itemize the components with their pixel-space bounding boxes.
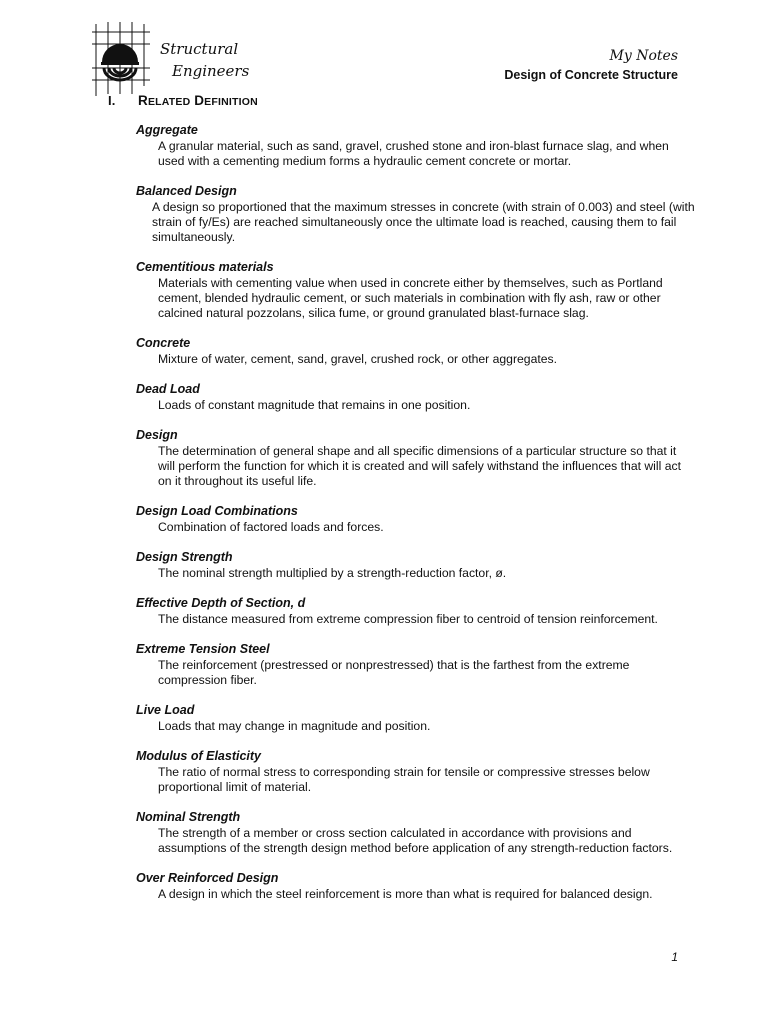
definition-description: A design in which the steel reinforcement is more than what is required for balanced design. (158, 887, 653, 901)
brand-line-2: Engineers (172, 62, 250, 80)
definition-description: Loads of constant magnitude that remains in one position. (158, 398, 471, 412)
definition-item (136, 749, 696, 795)
definition-description: Mixture of water, cement, sand, gravel, crushed rock, or other aggregates. (158, 352, 557, 366)
definition-description: A design so proportioned that the maximum stresses in concrete (with strain of 0.003) and steel (with strain of fy/Es) are reached simultaneously once the ultimate load is reached, causing them to fail simultaneously. (152, 200, 695, 244)
definition-item (136, 810, 696, 856)
definition-description: The determination of general shape and all specific dimensions of a particular structure so that it will perform the function for which it is created and will safely withstand the influences that will act on it throughout its useful life. (158, 444, 681, 488)
definition-description: The ratio of normal stress to corresponding strain for tensile or compressive stresses below proportional limit of material. (158, 765, 650, 794)
document-subtitle: Design of Concrete Structure (504, 68, 678, 82)
definition-term: Over Reinforced Design (136, 871, 279, 885)
definition-term: Modulus of Elasticity (136, 749, 262, 763)
definition-term: Effective Depth of Section, d (136, 596, 306, 610)
definition-item (136, 871, 696, 902)
definition-item (136, 504, 696, 535)
definitions-list (136, 123, 696, 917)
definition-term: Live Load (136, 703, 195, 717)
definition-item (136, 550, 696, 581)
definition-item (136, 260, 696, 321)
section-number: I. (108, 93, 116, 108)
definition-description: Loads that may change in magnitude and position. (158, 719, 431, 733)
definition-description: The nominal strength multiplied by a strength-reduction factor, ø. (158, 566, 507, 580)
definition-item (136, 336, 696, 367)
definition-term: Aggregate (136, 123, 198, 137)
definition-item (136, 184, 696, 245)
definition-term: Dead Load (136, 382, 200, 396)
definition-item (136, 123, 696, 169)
definition-item (136, 596, 696, 627)
definition-description: A granular material, such as sand, gravel, crushed stone and iron-blast furnace slag, and when used with a cementing medium forms a hydraulic cement concrete or mortar. (158, 139, 669, 168)
definition-item (136, 642, 696, 688)
definition-term: Nominal Strength (136, 810, 241, 824)
definition-term: Cementitious materials (136, 260, 274, 274)
definition-description: The strength of a member or cross section calculated in accordance with provisions and assumptions of the strength design method before application of any strength-reduction factors. (158, 826, 673, 855)
brand-name (160, 38, 249, 82)
definition-item (136, 428, 696, 489)
definition-term: Design (136, 428, 178, 442)
definition-term: Balanced Design (136, 184, 237, 198)
brand-line-1: Structural (160, 40, 239, 58)
definition-term: Design Load Combinations (136, 504, 298, 518)
structural-engineers-logo-icon (92, 20, 152, 98)
notes-title: My Notes (609, 48, 678, 64)
definition-item (136, 382, 696, 413)
definition-term: Extreme Tension Steel (136, 642, 270, 656)
definition-description: The distance measured from extreme compression fiber to centroid of tension reinforcement. (158, 612, 658, 626)
page-number: 1 (671, 950, 678, 964)
definition-term: Design Strength (136, 550, 233, 564)
definition-term: Concrete (136, 336, 191, 350)
definition-description: Materials with cementing value when used in concrete either by themselves, such as Portland cement, blended hydraulic cement, or such materials in combination with fly ash, raw or other calcined natural pozzolans, silica fume, or ground granulated blast-furnace slag. (158, 276, 663, 320)
definition-description: Combination of factored loads and forces. (158, 520, 384, 534)
definition-item (136, 703, 696, 734)
section-title: RELATED DEFINITION (138, 93, 258, 108)
definition-description: The reinforcement (prestressed or nonprestressed) that is the farthest from the extreme compression fiber. (158, 658, 630, 687)
section-heading (108, 93, 258, 108)
